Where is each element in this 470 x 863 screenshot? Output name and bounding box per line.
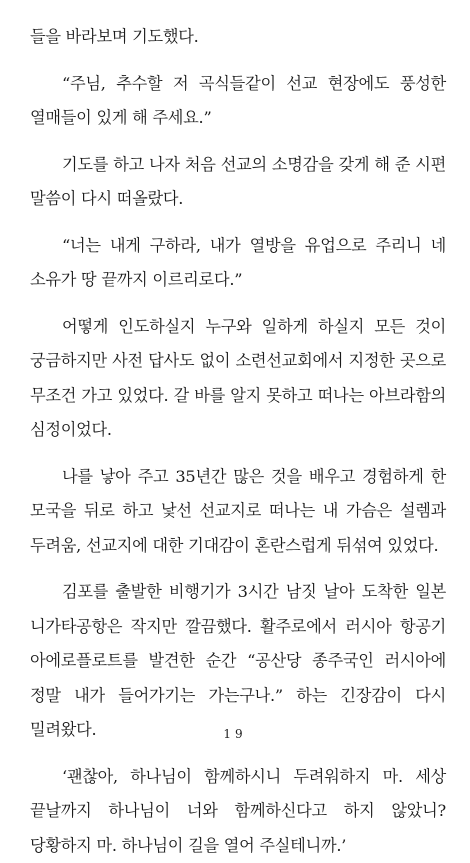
paragraph: 김포를 출발한 비행기가 3시간 남짓 날아 도착한 일본 니가타공항은 작지만 깔끔했다. 활주로에서 러시아 항공기 아에로플로트를 발견한 순간 “공산당 종주국인 러시아에 정말 내가 들어가기는 가는구나.” 하는 긴장감이 다시 밀려왔다. [30, 575, 446, 748]
paragraph: 기도를 하고 나자 처음 선교의 소명감을 갖게 해 준 시편 말씀이 다시 떠올랐다. [30, 148, 446, 217]
paragraph-psalm-quote: “너는 내게 구하라, 내가 열방을 유업으로 주리니 네 소유가 땅 끝까지 이르리로다.” [30, 229, 446, 298]
paragraph-prayer-quote: “주님, 추수할 저 곡식들같이 선교 현장에도 풍성한 열매들이 있게 해 주세요.” [30, 67, 446, 136]
paragraph-inner-thought: ‘괜찮아, 하나님이 함께하시니 두려워하지 마. 세상 끝날까지 하나님이 너와 함께하신다고 하지 않았니? 당황하지 마. 하나님이 길을 열어 주실테니까.’ [30, 760, 446, 863]
paragraph: 나를 낳아 주고 35년간 많은 것을 배우고 경험하게 한 모국을 뒤로 하고 낯선 선교지로 떠나는 내 가슴은 설렘과 두려움, 선교지에 대한 기대감이 혼란스럽게 뒤섞여 있었다. [30, 460, 446, 564]
paragraph-continued: 들을 바라보며 기도했다. [30, 20, 446, 55]
paragraph: 어떻게 인도하실지 누구와 일하게 하실지 모든 것이 궁금하지만 사전 답사도 없이 소련선교회에서 지정한 곳으로 무조건 가고 있었다. 갈 바를 알지 못하고 떠나는 아브라함의 심정이었다. [30, 310, 446, 448]
page-number: 19 [0, 727, 470, 741]
